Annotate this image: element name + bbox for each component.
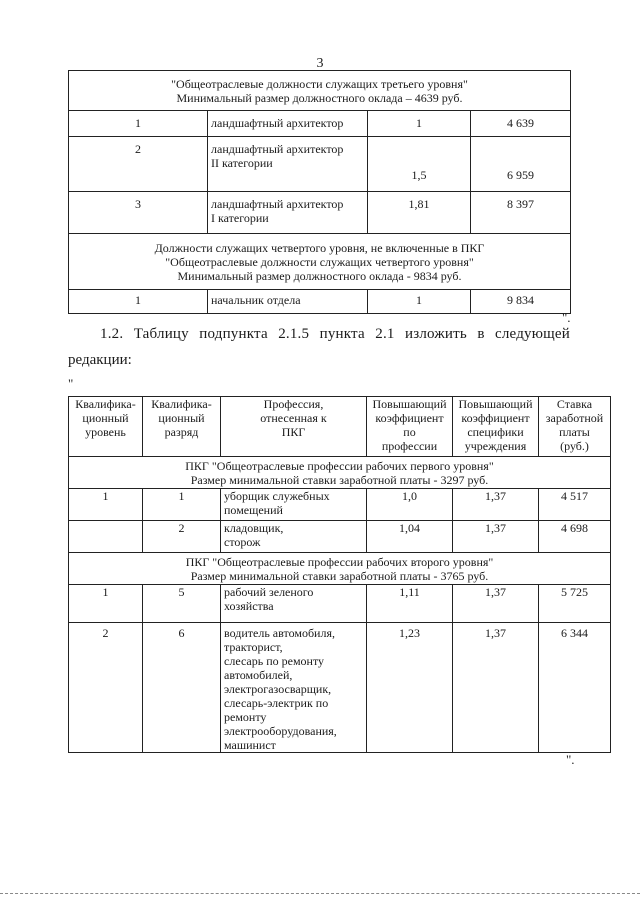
qualification-grade-cell: 5 [143, 585, 221, 623]
profession-coefficient-cell: 1,0 [367, 489, 453, 521]
salary-cell: 8 397 [471, 192, 571, 234]
coefficient-cell: 1 [368, 111, 471, 137]
profession-cell: кладовщик, сторож [221, 521, 367, 553]
table-row [69, 521, 611, 553]
wage-rate-cell: 5 725 [539, 585, 611, 623]
qualification-level-cell [69, 521, 143, 553]
qualification-grade-cell: 1 [143, 489, 221, 521]
salary-cell: 4 639 [471, 111, 571, 137]
paragraph-text-continued: редакции: [68, 352, 132, 368]
qualification-grade-cell: 2 [143, 521, 221, 553]
salary-table-positions [68, 70, 571, 314]
table-group-header [69, 71, 571, 111]
qualification-level-cell: 1 [69, 489, 143, 521]
profession-coefficient-cell: 1,04 [367, 521, 453, 553]
qualification-grade-cell: 6 [143, 623, 221, 753]
closing-quote: ". [566, 752, 575, 767]
coefficient-cell: 1,5 [368, 137, 471, 192]
qualification-level-cell: 1 [69, 290, 208, 314]
table-row [69, 111, 571, 137]
profession-cell: уборщик служебных помещений [221, 489, 367, 521]
table-row [69, 623, 611, 753]
profession-cell: водитель автомобиля, тракторист, слесарь по ремонту автомобилей, электрогазосварщик, слесарь-электрик по ремонту электрооборудования, машинист [221, 623, 367, 753]
table-row [69, 489, 611, 521]
institution-coefficient-cell: 1,37 [453, 489, 539, 521]
table-group-header [69, 234, 571, 290]
position-cell: ландшафтный архитектор [208, 111, 368, 137]
page-number: 3 [316, 56, 324, 71]
closing-quote: ". [562, 310, 571, 325]
qualification-level-cell: 3 [69, 192, 208, 234]
table-group-header [69, 553, 611, 585]
group-title: Должности служащих четвертого уровня, не включенные в ПКГ [154, 240, 485, 255]
group-title: ПКГ "Общеотраслевые профессии рабочих второго уровня" [185, 554, 494, 569]
position-cell: ландшафтный архитектор II категории [208, 137, 368, 192]
paragraph-text: 1.2. Таблицу подпункта 2.1.5 пункта 2.1 изложить в следующей [100, 326, 570, 342]
institution-coefficient-cell: 1,37 [453, 585, 539, 623]
institution-coefficient-cell: 1,37 [453, 521, 539, 553]
qualification-level-cell: 2 [69, 137, 208, 192]
coefficient-cell: 1,81 [368, 192, 471, 234]
table-row [69, 290, 571, 314]
qualification-level-cell: 1 [69, 111, 208, 137]
header-qualification-grade: Квалифика- ционный разряд [143, 397, 221, 457]
header-profession: Профессия, отнесенная к ПКГ [221, 397, 367, 457]
table-row [69, 137, 571, 192]
position-cell: начальник отдела [208, 290, 368, 314]
qualification-level-cell: 2 [69, 623, 143, 753]
coefficient-cell: 1 [368, 290, 471, 314]
position-cell: ландшафтный архитектор I категории [208, 192, 368, 234]
header-institution-coefficient: Повышающий коэффициент специфики учреждения [453, 397, 539, 457]
table-row [69, 192, 571, 234]
group-min-rate: Размер минимальной ставки заработной платы - 3297 руб. [190, 472, 489, 487]
group-min-salary: Минимальный размер должностного оклада - 9834 руб. [177, 268, 462, 283]
profession-cell: рабочий зеленого хозяйства [221, 585, 367, 623]
qualification-level-cell: 1 [69, 585, 143, 623]
table-group-header [69, 457, 611, 489]
salary-cell: 6 959 [471, 137, 571, 192]
wage-rate-cell: 6 344 [539, 623, 611, 753]
salary-cell: 9 834 [471, 290, 571, 314]
opening-quote: " [68, 376, 74, 391]
header-qualification-level: Квалифика- ционный уровень [69, 397, 143, 457]
wage-rate-cell: 4 698 [539, 521, 611, 553]
table-header-row [69, 397, 611, 457]
header-profession-coefficient: Повышающий коэффициент по профессии [367, 397, 453, 457]
wage-rate-cell: 4 517 [539, 489, 611, 521]
table-row [69, 585, 611, 623]
group-title: "Общеотраслевые должности служащих третьего уровня" [171, 76, 468, 91]
group-title: ПКГ "Общеотраслевые профессии рабочих первого уровня" [185, 458, 494, 473]
group-min-salary: Минимальный размер должностного оклада – 4639 руб. [176, 90, 463, 105]
institution-coefficient-cell: 1,37 [453, 623, 539, 753]
profession-coefficient-cell: 1,11 [367, 585, 453, 623]
group-subtitle: "Общеотраслевые должности служащих четвертого уровня" [165, 254, 474, 269]
scan-edge-line [0, 893, 640, 894]
salary-table-professions [68, 396, 611, 753]
group-min-rate: Размер минимальной ставки заработной платы - 3765 руб. [190, 568, 489, 583]
header-wage-rate: Ставка заработной платы (руб.) [539, 397, 611, 457]
profession-coefficient-cell: 1,23 [367, 623, 453, 753]
